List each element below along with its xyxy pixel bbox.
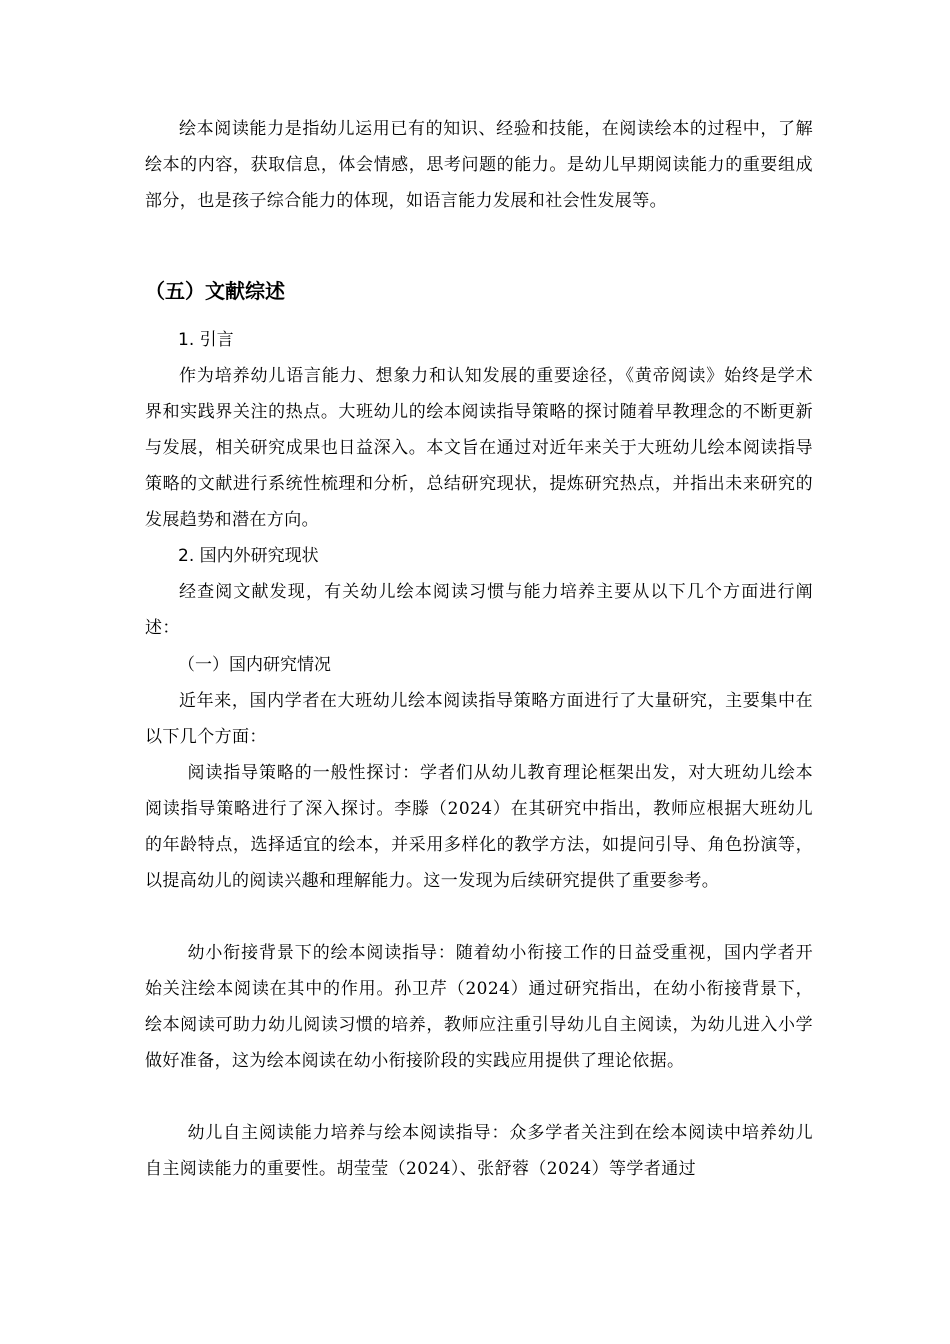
subsection-heading-research-status: 2. 国内外研究现状 (178, 546, 319, 566)
paragraph-transition-reading: 幼小衔接背景下的绘本阅读指导：随着幼小衔接工作的日益受重视，国内学者开始关注绘本阅读在其中的作用。孙卫芹（2024）通过研究指出，在幼小衔接背景下，绘本阅读可助力幼儿阅读习惯的培养，教师应注重引导幼儿自主阅读，为幼儿进入小学做好准备，这为绘本阅读在幼小衔接阶段的实践应用提供了理论依据。 (145, 943, 813, 1071)
paragraph-literature-review: 经查阅文献发现，有关幼儿绘本阅读习惯与能力培养主要从以下几个方面进行阐述： (145, 582, 813, 638)
subsection-heading-domestic: （一）国内研究情况 (178, 655, 331, 675)
paragraph-domestic-overview: 近年来，国内学者在大班幼儿绘本阅读指导策略方面进行了大量研究，主要集中在以下几个方面： (145, 691, 813, 747)
intro-paragraph: 绘本阅读能力是指幼儿运用已有的知识、经验和技能，在阅读绘本的过程中，了解绘本的内容，获取信息，体会情感，思考问题的能力。是幼儿早期阅读能力的重要组成部分，也是孩子综合能力的体现，如语言能力发展和社会性发展等。 (145, 119, 813, 211)
paragraph-autonomous-reading: 幼儿自主阅读能力培养与绘本阅读指导：众多学者关注到在绘本阅读中培养幼儿自主阅读能力的重要性。胡莹莹（2024）、张舒蓉（2024）等学者通过 (145, 1123, 813, 1179)
paragraph-general-strategy: 阅读指导策略的一般性探讨：学者们从幼儿教育理论框架出发，对大班幼儿绘本阅读指导策略进行了深入探讨。李滕（2024）在其研究中指出，教师应根据大班幼儿的年龄特点，选择适宜的绘本，并采用多样化的教学方法，如提问引导、角色扮演等，以提高幼儿的阅读兴趣和理解能力。这一发现为后续研究提供了重要参考。 (145, 763, 813, 891)
section-heading: （五）文献综述 (145, 279, 285, 303)
paragraph-introduction: 作为培养幼儿语言能力、想象力和认知发展的重要途径，《黄帝阅读》始终是学术界和实践界关注的热点。大班幼儿的绘本阅读指导策略的探讨随着早教理念的不断更新与发展，相关研究成果也日益深入。本文旨在通过对近年来关于大班幼儿绘本阅读指导策略的文献进行系统性梳理和分析，总结研究现状，提炼研究热点，并指出未来研究的发展趋势和潜在方向。 (145, 366, 813, 530)
subsection-heading-intro: 1. 引言 (178, 330, 234, 350)
